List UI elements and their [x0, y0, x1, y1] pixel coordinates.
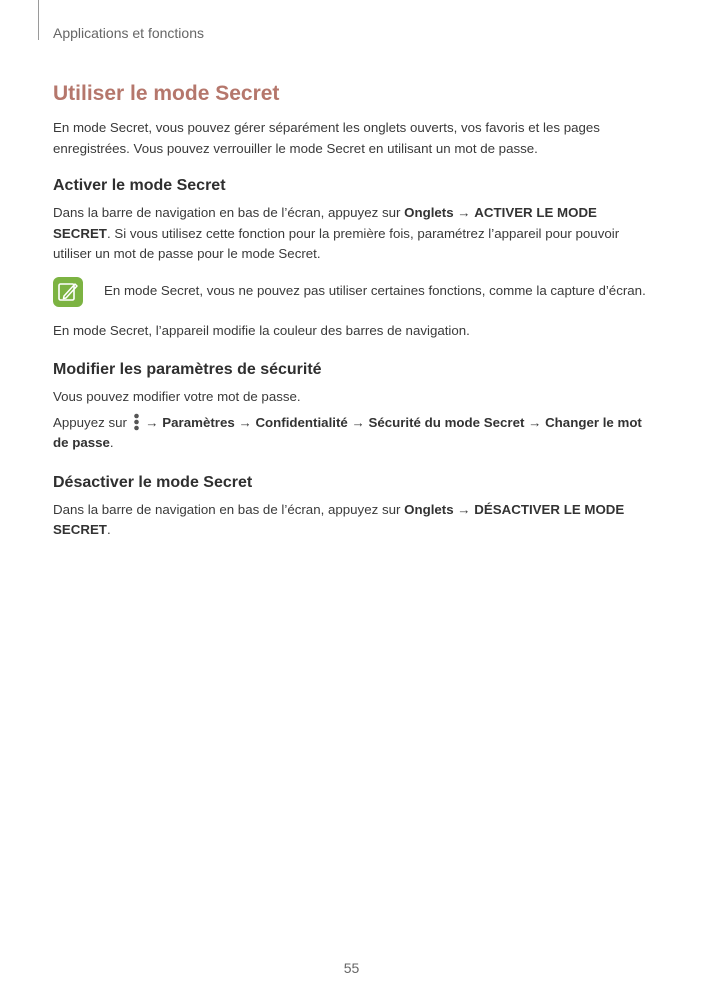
header-divider	[38, 0, 39, 40]
note-box	[53, 277, 651, 307]
section-heading-activate: Activer le mode Secret	[53, 177, 226, 194]
section-deactivate	[53, 474, 651, 541]
menu-changer-mot-de-passe: Changer le mot de passe	[53, 414, 642, 450]
security-intro: Vous pouvez modifier votre mot de passe.	[53, 389, 301, 404]
page-number: 55	[343, 960, 360, 976]
page-header: Applications et fonctions	[53, 25, 204, 41]
menu-parametres: Paramètres	[162, 414, 235, 430]
menu-onglets: Onglets	[404, 205, 454, 220]
menu-securite-mode-secret: Sécurité du mode Secret	[368, 414, 525, 430]
section-heading-deactivate: Désactiver le mode Secret	[53, 473, 253, 491]
deactivate-instructions: Dans la barre de navigation en bas de l’écran, appuyez sur Onglets → DÉSACTIVER LE MODE SECRET.	[53, 501, 625, 537]
note-text: En mode Secret, vous ne pouvez pas utiliser certaines fonctions, comme la capture d’écran.	[104, 283, 646, 299]
more-options-icon	[133, 413, 140, 431]
section-security	[53, 361, 651, 454]
navigation-color-text: En mode Secret, l’appareil modifie la couleur des barres de navigation.	[53, 322, 470, 338]
security-instructions: Appuyez sur → Paramètres → Confidentialité → Sécurité du mode Secret → Changer le mot de passe.	[53, 414, 642, 450]
section-heading-security: Modifier les paramètres de sécurité	[53, 361, 322, 378]
menu-onglets-2: Onglets	[404, 501, 454, 517]
intro-paragraph: En mode Secret, vous pouvez gérer séparément les onglets ouverts, vos favoris et les pages enregistrées. Vous pouvez verrouiller le mode Secret en utilisant un mot de passe.	[53, 120, 600, 156]
page-title: Utiliser le mode Secret	[53, 82, 280, 105]
main-content	[53, 82, 651, 541]
note-pencil-icon	[53, 277, 83, 307]
section-activate	[53, 177, 651, 341]
menu-desactiver-mode-secret: DÉSACTIVER LE MODE SECRET	[53, 501, 625, 537]
activate-instructions: Dans la barre de navigation en bas de l’écran, appuyez sur Onglets → ACTIVER LE MODE SECRET. Si vous utilisez cette fonction pour la première fois, paramétrez l’appareil pour pouvoir utiliser un mot de passe pour le mode Secret.	[53, 205, 620, 261]
menu-activer-mode-secret: ACTIVER LE MODE SECRET	[53, 205, 597, 241]
menu-confidentialite: Confidentialité	[255, 414, 348, 430]
